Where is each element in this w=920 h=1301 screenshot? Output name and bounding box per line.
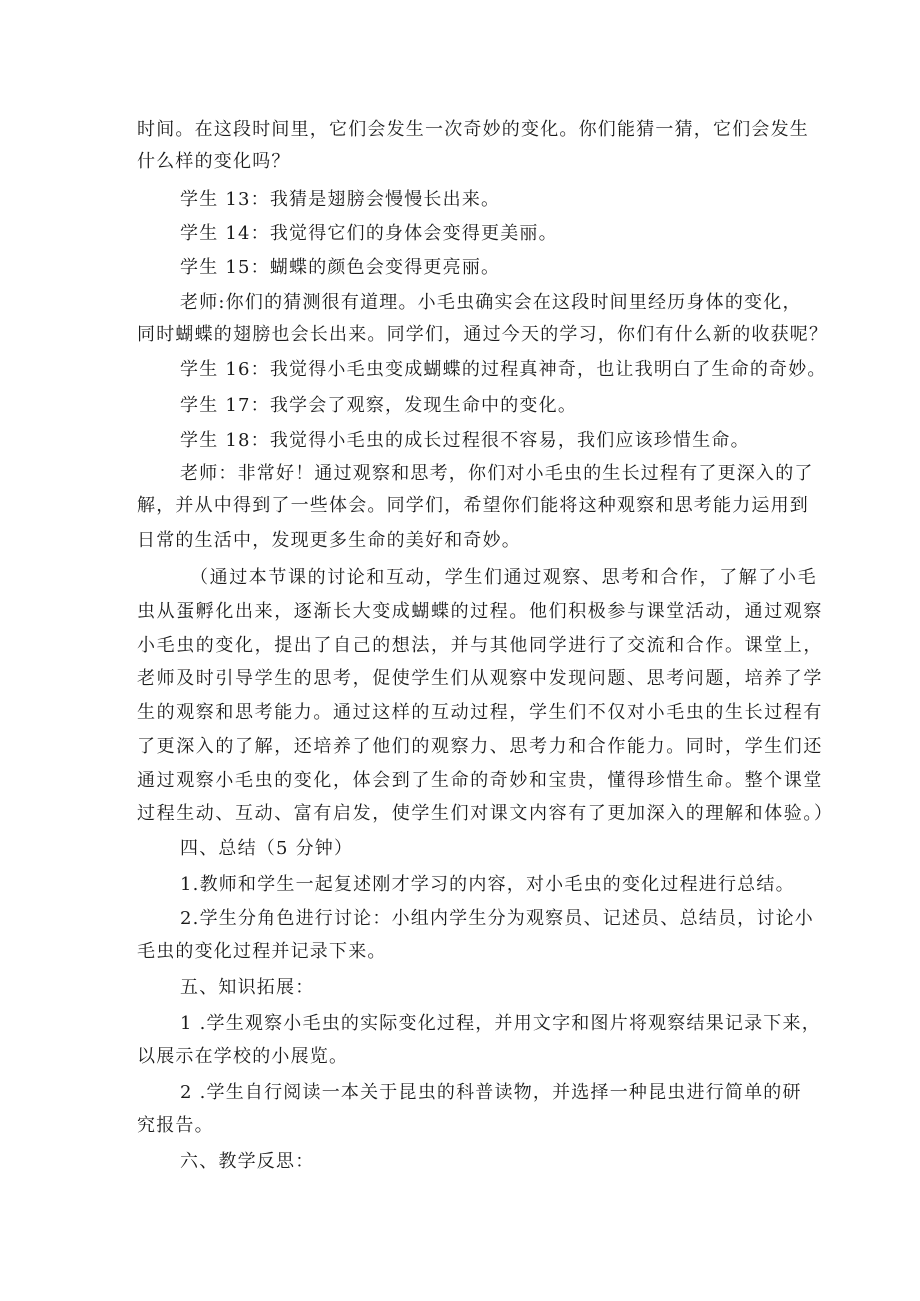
student-line: 学生 18：我觉得小毛虫的成长过程很不容易，我们应该珍惜生命。 <box>180 430 750 451</box>
summary-line: 小毛虫的变化，提出了自己的想法，并与其他同学进行了交流和合作。课堂上， <box>137 635 823 656</box>
student-line: 学生 15：蝴蝶的颜色会变得更亮丽。 <box>180 257 501 278</box>
text-line: 解，并从中得到了一些体会。同学们，希望你们能将这种观察和思考能力运用到 <box>137 495 809 516</box>
text-line: 什么样的变化吗？ <box>137 151 291 172</box>
student-line: 学生 16：我觉得小毛虫变成蝴蝶的过程真神奇，也让我明白了生命的奇妙。 <box>180 359 827 380</box>
text-line: 毛虫的变化过程并记录下来。 <box>137 941 387 962</box>
teacher-line: 老师：非常好！通过观察和思考，你们对小毛虫的生长过程有了更深入的了 <box>180 463 814 484</box>
list-item: 1.教师和学生一起复述刚才学习的内容，对小毛虫的变化过程进行总结。 <box>180 874 795 895</box>
section-heading: 六、教学反思： <box>180 1151 315 1172</box>
student-line: 学生 17：我学会了观察，发现生命中的变化。 <box>180 395 578 416</box>
summary-line: 了更深入的了解，还培养了他们的观察力、思考力和合作能力。同时，学生们还 <box>137 736 823 757</box>
list-item: 2 .学生自行阅读一本关于昆虫的科普读物，并选择一种昆虫进行简单的研 <box>180 1082 802 1103</box>
text-line: 同时蝴蝶的翅膀也会长出来。同学们，通过今天的学习，你们有什么新的收获呢？ <box>137 324 829 345</box>
text-line: 究报告。 <box>137 1115 214 1136</box>
summary-line: 生的观察和思考能力。通过这样的互动过程，学生们不仅对小毛虫的生长过程有 <box>137 702 823 723</box>
section-heading: 五、知识拓展： <box>180 977 315 998</box>
teacher-line: 老师:你们的猜测很有道理。小毛虫确实会在这段时间里经历身体的变化， <box>180 292 802 313</box>
text-line: 日常的生活中，发现更多生命的美好和奇妙。 <box>137 530 521 551</box>
summary-line: （通过本节课的讨论和互动，学生们通过观察、思考和合作，了解了小毛 <box>190 567 818 588</box>
summary-line: 通过观察小毛虫的变化，体会到了生命的奇妙和宝贵，懂得珍惜生命。整个课堂 <box>137 770 823 791</box>
summary-line: 过程生动、互动、富有启发，使学生们对课文内容有了更加深入的理解和体验。） <box>137 803 834 824</box>
section-heading: 四、总结（5 分钟） <box>180 838 354 859</box>
student-line: 学生 13：我猜是翅膀会慢慢长出来。 <box>180 189 501 210</box>
text-line: 时间。在这段时间里，它们会发生一次奇妙的变化。你们能猜一猜，它们会发生 <box>137 119 809 140</box>
list-item: 1 .学生观察小毛虫的实际变化过程，并用文字和图片将观察结果记录下来， <box>180 1013 821 1034</box>
summary-line: 老师及时引导学生的思考，促使学生们从观察中发现问题、思考问题，培养了学 <box>137 668 823 689</box>
student-line: 学生 14：我觉得它们的身体会变得更美丽。 <box>180 223 558 244</box>
text-line: 以展示在学校的小展览。 <box>137 1046 349 1067</box>
list-item: 2.学生分角色进行讨论：小组内学生分为观察员、记述员、总结员，讨论小 <box>180 908 814 929</box>
summary-line: 虫从蛋孵化出来，逐渐长大变成蝴蝶的过程。他们积极参与课堂活动，通过观察 <box>137 601 823 622</box>
